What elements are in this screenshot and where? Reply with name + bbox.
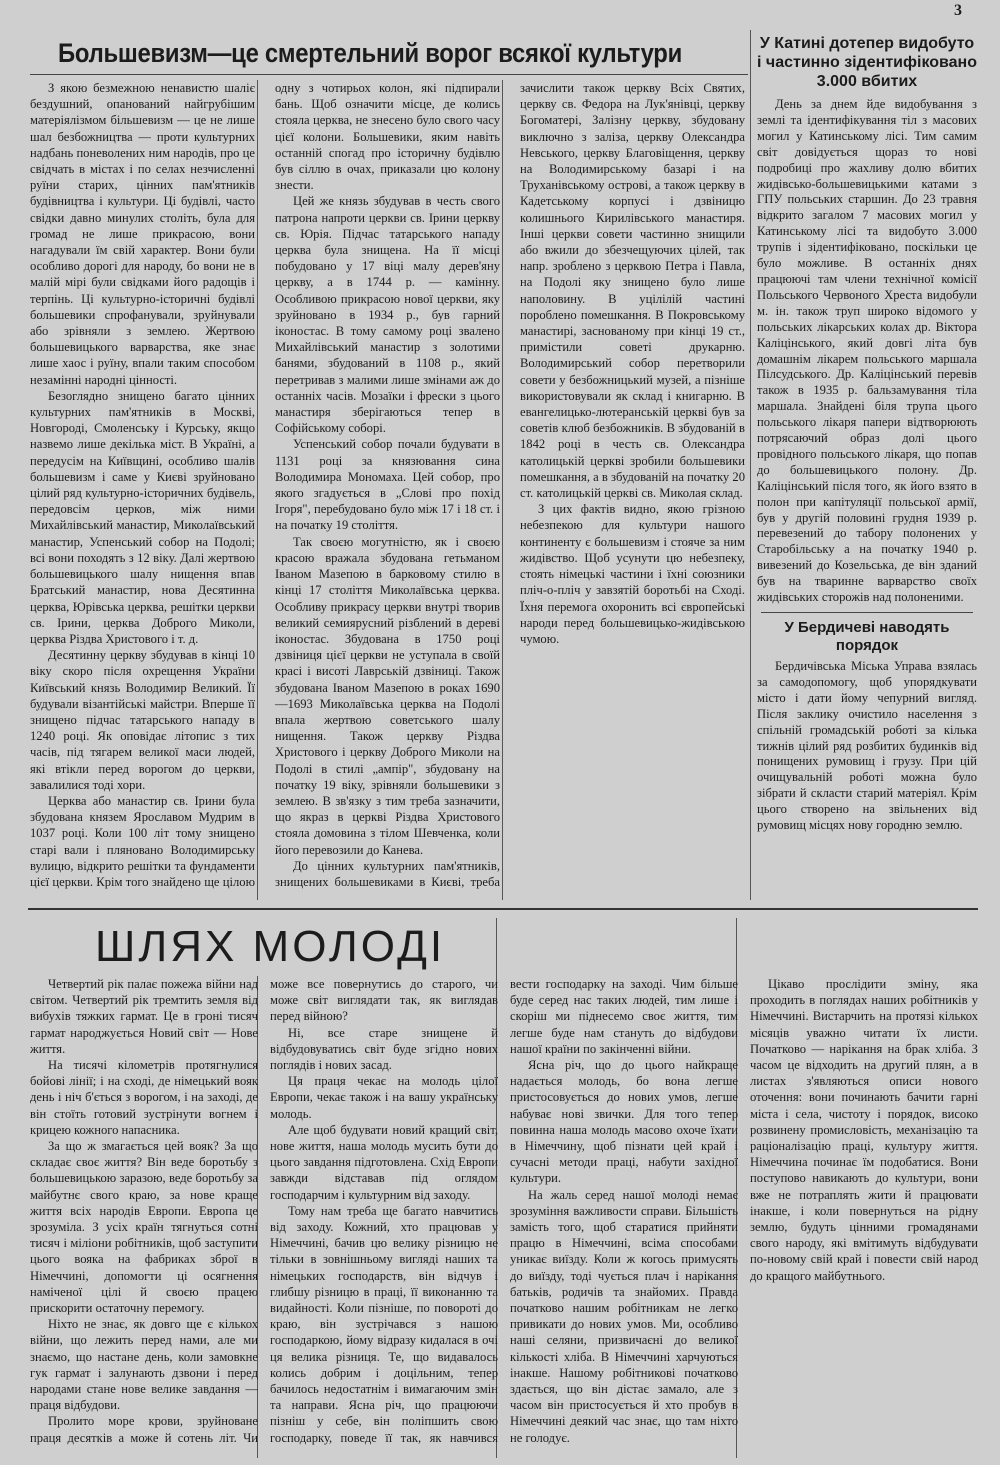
paragraph: Безоглядно знищено багато цінних культурних пам'ятників в Москві, Новгороді, Смоленську і Курську, якщо назвемо лише декілька міст. В Україні, а передусім на Київщині, особливо шалів большевизм і саме у Києві зруйновано цілий ряд культурно-історичних будівель, передовсім церков, між ними Михайлівський манастир, Миколаївський манастир, Успенський собор на Подолі; всі вони походять з 12 віку. Далі жертвою большевицького шалу нищення впав Братський манастир, нова Десятинна церква, Юрівська церква, решітки церкви св. Ірини, церква Доброго Миколи, церква Різдва Христового і т. д. [30,388,255,646]
article-berdychiv-headline: У Бердичеві наводять порядок [784,619,950,654]
paragraph: Ця праця чекає на молодь цілої Европи, чекає також і на вашу українську молодь. [270,1074,498,1121]
paragraph: Але щоб будувати новий кращий світ, нове життя, наша молодь мусить бути до цього завдання підготовлена. Схід Европи завжди відставав під оглядом господарчим і культурним від заходу. [270,1122,498,1202]
paragraph: Цей же князь збудував в честь свого патрона напроти церкви св. Ірини церкву св. Юрія. Підчас татарського нападу церква була знищена. На її місці побудовано у 17 віці малу дерев'яну церкву, а в 1744 р. — камінну. Особливою прикрасою нової церкви, яку зруйновано в 1934 р., був гарний іконостас. В тому самому році звалено Михайлівський манастир з золотими банями, збудований в 1108 р., який перетривав з малими лише змінами аж до останніх часів. Мозаїки і фрески з цього манастиря зберігаються тепер в Софійському соборі. [275,194,500,436]
article-youth-headline: ШЛЯХ МОЛОДІ [95,922,446,971]
paragraph: Цікаво прослідити зміну, яка проходить в поглядах наших робітників у Німеччині. Вистарчить на протязі кількох місяців уважно читати їх листи. Початково — нарікання на брак хліба. З часом це відходить на другий плян, а в листах з'являються описи нового оточення: вони починають бачити гарні міста і села, чистоту і порядок, високо розвинену промисловість, механізацію та раціоналізацію праці, культуру життя. Німеччина починає їм подобатися. Вони поступово навикають до культури, вони вже не потраплять жити й працювати інакше, і коли повернуться на рідну землю, будуть цінними громадянами свого народу, які вмітимуть відбудувати по-новому свій край і повести свій народ до кращого майбутнього. [750,977,978,1283]
article-youth-body [30,976,978,1462]
paragraph: Бердичівська Міська Управа взялась за самодопомогу, щоб упорядкувати місто і дати йому чепурний вигляд. Після заклику очистило населення з спільній громадській роботі за кілька тижнів цілий ряд розбитих будинків від понищених румовищ і грузу. При цій очищувальній роботі можна було зібрати й скласти старий матеріял. Крім цього створено на звільнених від румовищ місцях нову городню землю. [757,659,977,833]
headline-divider [30,74,748,75]
article-bolshevism-body [30,80,745,902]
article-bolshevism-headline: Большевизм—це смертельний ворог всякої культури [58,38,682,68]
paragraph: Церква або манастир св. Ірини була збудована князем Ярославом Мудрим в 1037 році. Коли 100 літ тому знищено старі вали і пляновано Володимирську вулицю, відкрито решітки та фундаменти цієї церкви. Крім того знайдено ще цілою одну з чотирьох колон, які підпирали бань. Щоб означити місце, де колись стояла церква, не знесено було свого часу цієї колони. Большевики, яким навіть останній спогад про історичну будівлю був сіллю в очах, приказали цю колону знести. [30,81,500,889]
paragraph: До цінних культурних пам'ятників, знищених большевиками в Києві, треба зачислити також церкву Всіх Святих, церкву св. Федора на Лук'янівці, церкву Богоматері, Залізну церкву, збудовану виключно з заліза, церкву Олександра Невського, церкву Благовіщення, церкву на Володимирському базарі і на Труханівському острові, а також церкву в Кадетському корпусі і дзвіницю колишнього Кирилівського манастиря. Інші церкви совети частинно знищили або вжили до збезчещуючих цілей, так напр. зроблено з церквою Петра і Павла, на Подолі яку знищено було лише наполовину. В уцілілій частині пороблено помешкання. В Покровському манастирі, заснованому при кінці 19 ст., примістили советі друкарню. Володимирський собор перетворили совети у безбожницький музей, а пізніше використовували як склад і книгарню. В евангелицько-лютеранській церкві був за советів клюб безбожників. В збудованій в 1842 році в честь св. Олександра католицькій церкві зробили большевики помешкання, а в збудованій на початку 20 ст. католицькій церкві св. Миколая склад. [275,81,745,889]
paragraph: Успенський собор почали будувати в 1131 році за князювання сина Володимира Мономаха. Цей собор, про якого згадується в „Слові про похід Ігоря", перебудовано було між 17 і 18 ст. і на початку 19 століття. [275,437,500,533]
paragraph: Четвертий рік палає пожежа війни над світом. Четвертий рік тремтить земля від вибухів тяжких гармат. Це в гроні тисяч гармат народжується Новий світ — Нове життя. [30,977,258,1056]
paragraph: Ні, все старе знищене й відбудовуватись світ буде згідно нових поглядів і нових засад. [270,1025,498,1073]
paragraph: За що ж змагається цей вояк? За що складає своє життя? Він веде боротьбу з большевицькою заразою, веде боротьбу за майбутнє свого краю, за нове краще життя всіх народів Европи. Европа це зрозуміла. З усіх країн тягнуться сотні тисяч і міліони робітників, щоб заступити цього вояка на фабриках зброї в Німеччині, допомогти ці осягнення наміченої цілі й своєю працею прискорити остаточну перемогу. [30,1139,258,1316]
article-berdychiv-body [757,659,977,834]
paragraph: Так своєю могутністю, як і своєю красою вражала збудована гетьманом Іваном Мазепою в барковому стилю в кінці 17 століття Миколаївська церква. Особливу прикрасу церкви внутрі творив великий семиярусний різблений в дереві іконостас. Збудована в 1750 році дзвіниця цієї церкви не уступала в своїй красі і висоті Лаврській дзвіниці. Також збудована Іваном Мазепою в роках 1690—1693 Миколаївська церква на Подолі впала жертвою советського шалу нищення. Також церкву Різдва Христового і церкву Доброго Миколи на Подолі в стилі „ампір", збудовану на початку 19 віку, зрівняли большевики з землею. В зв'язку з тим треба зазначити, що якраз в церкві Різдва Христового стояла домовина з тілом Шевченка, коли його перевозили до Канева. [275,534,500,857]
paragraph: На жаль серед нашої молоді немає зрозуміння важливости справи. Більшість замість того, щоб старатися прийняти працю в Німеччині, всіма способами уникає виїзду. Коли ж когось примусять до виїзду, тоді чується плач і нарікання батьків, родичів та знайомих. Правда початково нашим робітникам не легко привикати до нових умов. Ми, особливо наші селяни, призвичаєні до великої кількості хліба. В Німеччині харчуються інакше. Нашому робітникові початково здається, що він дістає замало, але з часом він пристосується й хто пробув в Німеччині деякий час знає, що там ніхто не голодує. [510,1187,738,1445]
article-divider [761,612,973,613]
column-divider [750,30,751,900]
paragraph: На тисячі кілометрів протягнулися бойові лінії; і на сході, де німецький вояк день і ніч б'ється з ворогом, і на заході, де він стоїть готовий зустрінути вогнем і крицею кожного напасника. [30,1058,258,1137]
page-number: 3 [954,2,962,19]
article-katyn-headline: У Катині дотепер видобуто і частинно зідентифіковано 3.000 вбитих [757,35,977,90]
paragraph: З якою безмежною ненавистю шаліє бездушний, опанований найгрубішим матеріялізмом більшевизм — це не лише шал безбожництва — проти культурних надбань поневолених ним народів, про це свідчать в містах і по селах незчисленні руїни старих, цінних пам'ятників будівництва і культури. Ці будівлі, часто свідки давно минулих століть, була для громад не лише прикрасою, вони нагадували їм свій характер. Вони були особливо дорогі для народу, бо вони не в малій мірі були свідками його радощів і терпінь. Ці культурно-історичні будівлі большевики спрофанували, зруйнували або зрівняли з землею. Жертвою большевицького варварства, яке знає лише хаос і руїну, впали таким способом незамінні народні цінності. [30,81,255,387]
paragraph: Тому нам треба ще багато навчитись від заходу. Кожний, хто працював у Німеччині, бачив цю велику різницю не тільки в зовнішньому вигляді наших та німецьких господарств, він відчув і глибшу різницю в праці, її виконанню та видайності. Коли пізніше, по повороті до краю, він зустрічався з нашою господаркою, йому відразу кидалася в очі ця велика різниця. Те, що видавалось колись добрим і доцільним, тепер бачилось недостатнім і вимагаючим змін та направи. Ясна річ, що працюючи пізніш у себе, він поліпшить свою господарку, поведе її так, як навчився вести господарку на заході. Чим більше буде серед нас таких людей, тим лише і скоріш ми піднесемо своє життя, тим легше буде нам стануть до відбудови нашої країни по закінченні війни. [270,977,738,1445]
paragraph: З цих фактів видно, якою грізною небезпекою для культури нашого континенту є большевизм і стояче за ним жидівство. Щоб усунути цю небезпеку, стоять німецькі частини і їхні союзники пліч-о-пліч у завзятій боротьбі на Сході. Їхня перемога охоронить всі європейські народи перед большевицько-жидівською чумою. [520,502,745,646]
article-katyn-body [757,97,977,606]
right-column [757,34,977,900]
paragraph: Ясна річ, що до цього найкраще надається молодь, бо вона легше пристосовується до нових умов, легше набуває нові звички. Для того тепер повинна наша молодь масово охоче їхати в Німеччину, щоб пізнати цей край і сучасні методи праці, набути західної культури. [510,1058,738,1186]
section-divider [28,908,978,910]
paragraph: Ніхто не знає, як довго ще є кількох війни, що лежить перед нами, але ми знаємо, що настане день, коли замовкне гук гармат і залунають дзвони і перед народами стане нове велике завдання — праця відбудови. [30,1317,258,1413]
paragraph: Пролито море крови, зруйноване праця десятків а може й сотень літ. Чи може все повернутись до старого, чи може світ виглядати так, як виглядав перед війною? [30,977,498,1445]
paragraph: Десятинну церкву збудував в кінці 10 віку скоро після охрещення України Київський князь Володимир Великий. Її будували візантійські майстри. Вперше її знищено підчас татарського нападу в 1240 році. Як оповідає літопис з тих часів, під тягарем великої маси людей, які втікли перед ворогом до церкви, завалилися тоді хори. [30,648,255,792]
paragraph: День за днем йде видобування з землі та ідентифікування тіл з масових могил у Катинському лісі. Тим самим світ довідується щораз то нові подробиці про жахливу долю вбитих жидівсько-большевицькими катами з ГПУ польських старшин. До 23 травня відкрито загалом 7 масових могил у Катинському лісі та видобуто 3.000 трупів і зідентифіковано, поскільки це було можливе. В останніх днях працюючі там члени технічної комісії Польського Червоного Хреста видобули м. ін. також труп широко відомого у польських лікарських колах др. Віктора Каліцінського, який довгі літа був домашнім лікарем польського маршала Пілсудського. Др. Каліцінський перевів також в 1935 р. бальзамування тіла маршала. Знайдені біля трупа цього польського лікаря папери відтворюють потрясаючий образ долі цього провідного польського лікаря, що попав до большевицького полону. Др. Каліцінський після того, як його взято в полон при капітуляції польської армії, був у другій половині грудня 1939 р. перевезений до табору полонених у Старобільську а на початку 1940 р. вивезений до Козельська, де він зданий був на тваринне варварство своїх жидівських сторожів над полоненими. [757,97,977,605]
